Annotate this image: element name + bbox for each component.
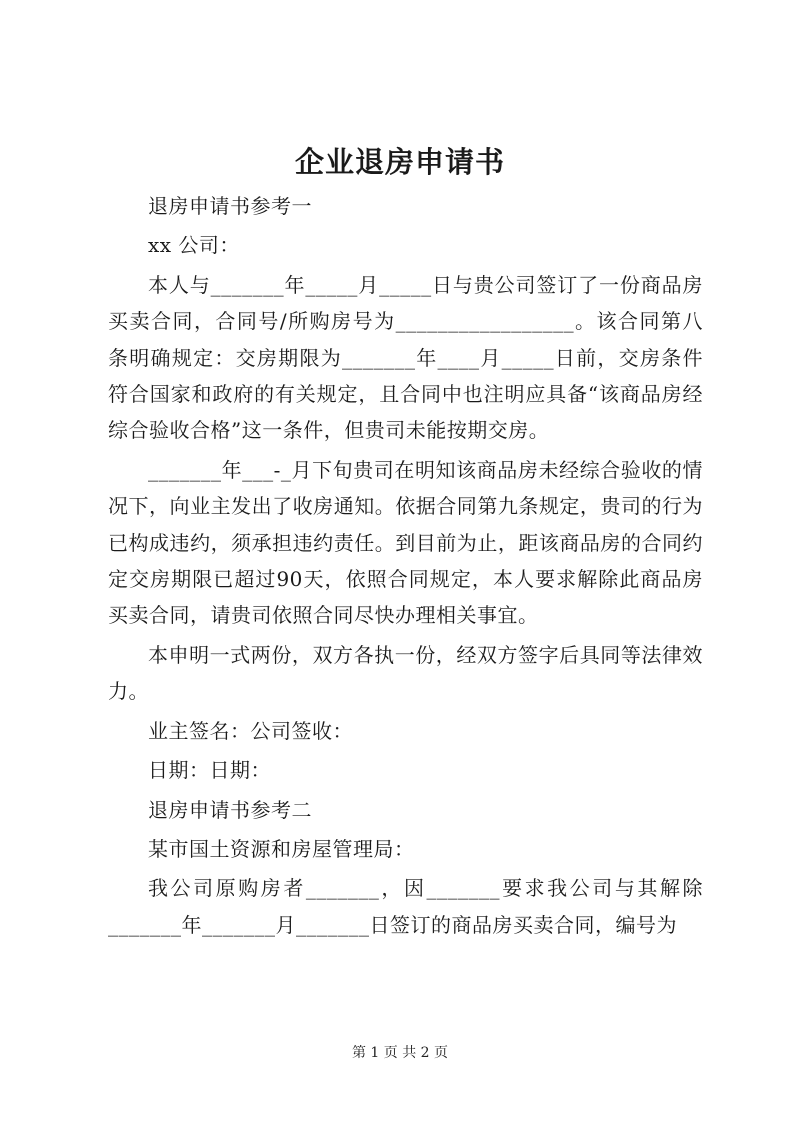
salutation: xx 公司：	[148, 233, 240, 258]
paragraph-breach: _______年___-_月下旬贵司在明知该商品房未经综合验收的情况下，向业主发出了收房通知。依据合同第九条规定，贵司的行为已构成违约，须承担违约责任。到目前为止，距该商品房的合同约定交房期限已超过90天，依照合同规定，本人要求解除此商品房买卖合同，请贵司依照合同尽快办理相关事宜。	[108, 457, 703, 628]
section-heading-reference-one: 退房申请书参考一	[148, 194, 312, 218]
paragraph-contract-terms: 本人与_______年_____月_____日与贵公司签订了一份商品房买卖合同，合同号/所购房号为_________________。该合同第八条明确规定：交房期限为_______年____月_____日前，交房条件符合国家和政府的有关规定，且合同中也注明应具备“该商品房经综合验收合格”这一条件，但贵司未能按期交房。	[108, 272, 703, 443]
date-line: 日期：日期：	[148, 758, 271, 783]
page-footer: 第 1 页 共 2 页	[351, 1045, 449, 1061]
paragraph-copies: 本申明一式两份，双方各执一份，经双方签字后具同等法律效力。	[108, 642, 703, 704]
paragraph-company-request: 我公司原购房者_______，因_______要求我公司与其解除_______年_______月_______日签订的商品房买卖合同，编号为	[108, 876, 703, 937]
document-body	[108, 188, 703, 943]
signature-line: 业主签名：公司签收：	[148, 718, 353, 743]
document-title: 企业退房申请书	[294, 145, 505, 179]
salutation-bureau: 某市国土资源和房屋管理局：	[148, 836, 415, 861]
section-heading-reference-two: 退房申请书参考二	[148, 797, 312, 822]
